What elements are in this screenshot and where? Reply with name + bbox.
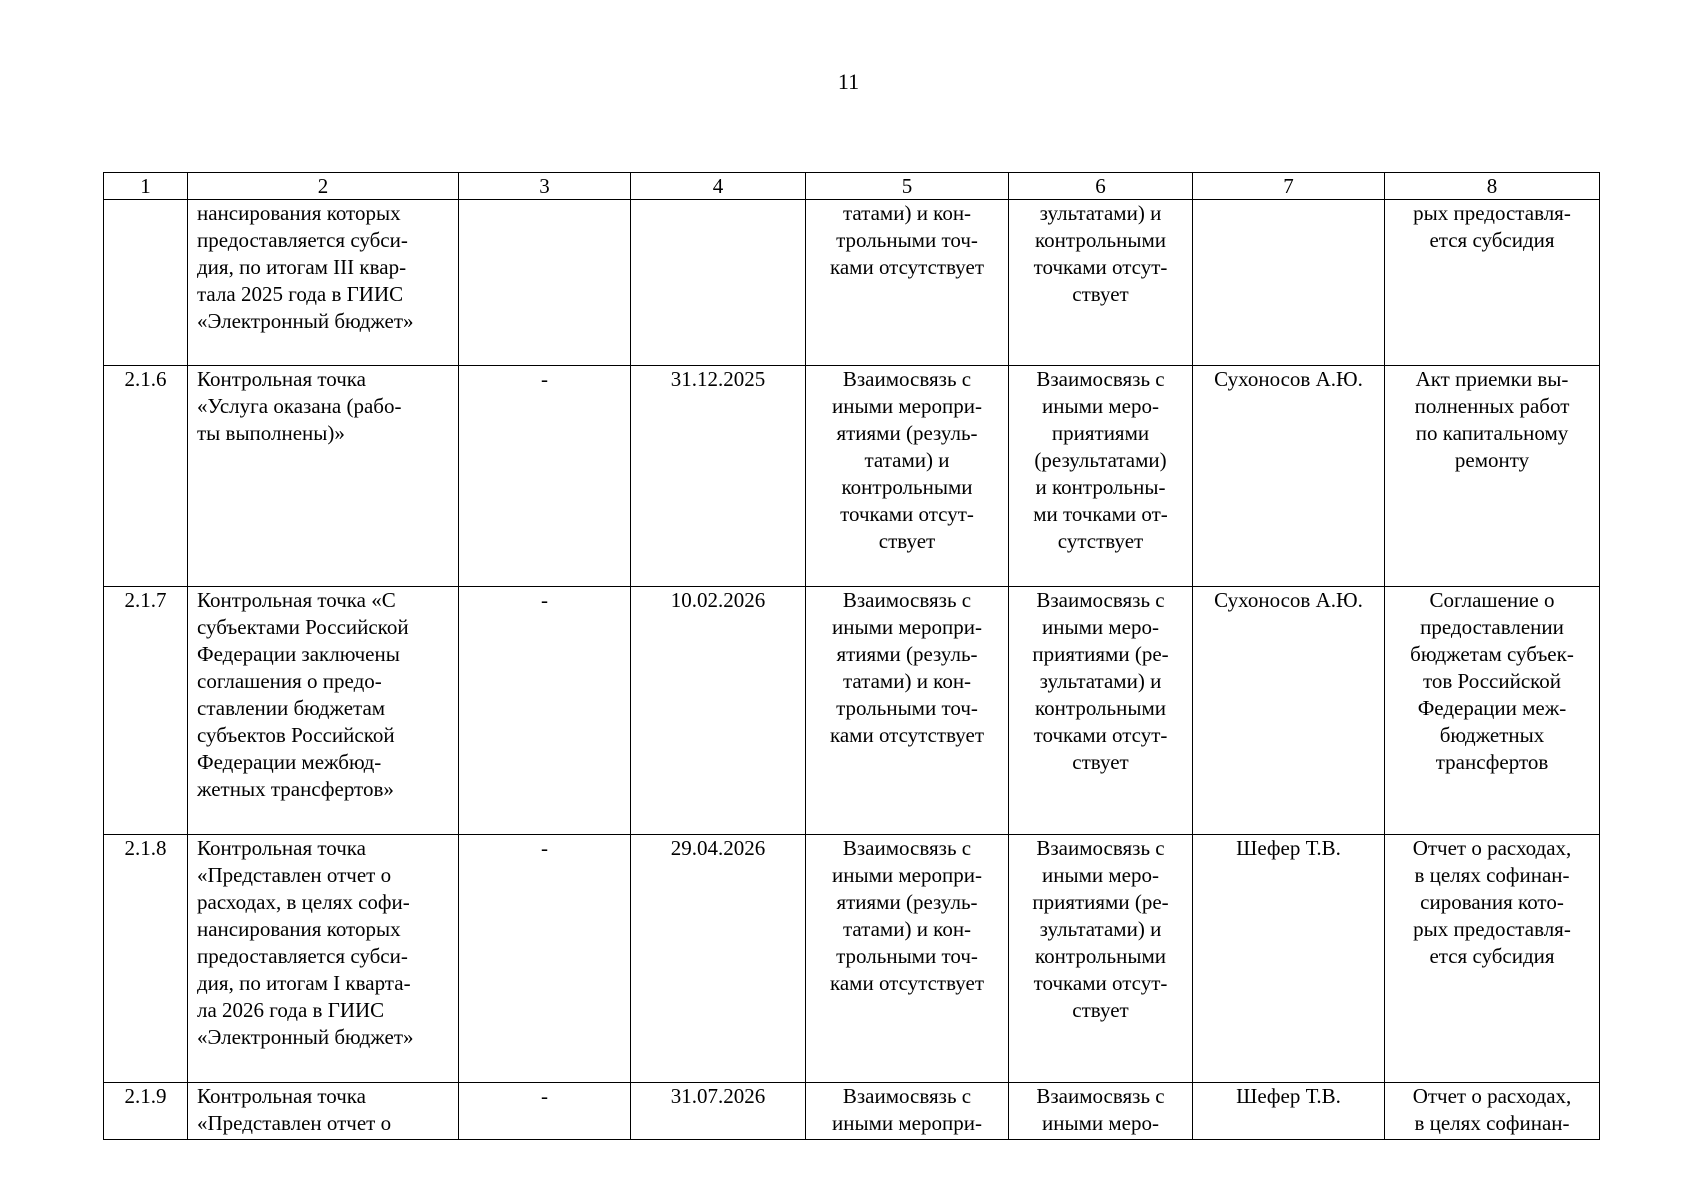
- column-header: 1: [104, 173, 188, 200]
- column-header: 6: [1009, 173, 1193, 200]
- relation-text: Взаимосвязь с иными меропри-: [806, 1083, 1009, 1140]
- relation-text: Взаимосвязь с иными меро- приятиями (ре- зультатами) и контрольными точками отсут- ствует: [1009, 587, 1193, 835]
- relation-text: Взаимосвязь с иными меро-: [1009, 1083, 1193, 1140]
- relation-text: татами) и кон- трольными точ- ками отсутствует: [806, 200, 1009, 366]
- column-3-value: [459, 200, 631, 366]
- document-type: Отчет о расходах, в целях софинан-: [1385, 1083, 1600, 1140]
- due-date: 10.02.2026: [631, 587, 806, 835]
- control-point-name: нансирования которых предоставляется субси- дия, по итогам III квар- тала 2025 года в ГИИС «Электронный бюджет»: [188, 200, 459, 366]
- relation-text: Взаимосвязь с иными меропри- ятиями (резуль- татами) и кон- трольными точ- ками отсутствует: [806, 835, 1009, 1083]
- column-header: 3: [459, 173, 631, 200]
- responsible-person: Сухоносов А.Ю.: [1193, 366, 1385, 587]
- control-point-name: Контрольная точка «Представлен отчет о расходах, в целях софи- нансирования которых предоставляется субси- дия, по итогам I кварта- ла 2026 года в ГИИС «Электронный бюджет»: [188, 835, 459, 1083]
- document-type: Акт приемки вы- полненных работ по капитальному ремонту: [1385, 366, 1600, 587]
- table-row: [104, 200, 1600, 366]
- relation-text: Взаимосвязь с иными меро- приятиями (ре- зультатами) и контрольными точками отсут- ствует: [1009, 835, 1193, 1083]
- column-3-value: -: [459, 587, 631, 835]
- relation-text: зультатами) и контрольными точками отсут- ствует: [1009, 200, 1193, 366]
- document-type: рых предоставля- ется субсидия: [1385, 200, 1600, 366]
- table-row: [104, 1083, 1600, 1140]
- due-date: 31.12.2025: [631, 366, 806, 587]
- column-header: 8: [1385, 173, 1600, 200]
- control-point-name: Контрольная точка «Представлен отчет о: [188, 1083, 459, 1140]
- control-points-table: [103, 172, 1600, 1140]
- row-number: [104, 200, 188, 366]
- column-header: 2: [188, 173, 459, 200]
- column-3-value: -: [459, 835, 631, 1083]
- due-date: [631, 200, 806, 366]
- due-date: 29.04.2026: [631, 835, 806, 1083]
- document-type: Отчет о расходах, в целях софинан- сирования кото- рых предоставля- ется субсидия: [1385, 835, 1600, 1083]
- column-3-value: -: [459, 366, 631, 587]
- due-date: 31.07.2026: [631, 1083, 806, 1140]
- column-header: 5: [806, 173, 1009, 200]
- table-row: [104, 366, 1600, 587]
- page-number: 11: [837, 69, 860, 94]
- relation-text: Взаимосвязь с иными меропри- ятиями (резуль- татами) и кон- трольными точ- ками отсутствует: [806, 587, 1009, 835]
- control-point-name: Контрольная точка «С субъектами Российской Федерации заключены соглашения о предо- ставлении бюджетам субъектов Российской Федерации межбюд- жетных трансфертов»: [188, 587, 459, 835]
- row-number: 2.1.8: [104, 835, 188, 1083]
- row-number: 2.1.7: [104, 587, 188, 835]
- header-row: [104, 173, 1600, 200]
- column-header: 7: [1193, 173, 1385, 200]
- responsible-person: Шефер Т.В.: [1193, 835, 1385, 1083]
- relation-text: Взаимосвязь с иными меро- приятиями (результатами) и контрольны- ми точками от- сутствует: [1009, 366, 1193, 587]
- document-type: Соглашение о предоставлении бюджетам субъек- тов Российской Федерации меж- бюджетных трансфертов: [1385, 587, 1600, 835]
- column-header: 4: [631, 173, 806, 200]
- table-row: [104, 587, 1600, 835]
- responsible-person: Шефер Т.В.: [1193, 1083, 1385, 1140]
- table-row: [104, 835, 1600, 1083]
- row-number: 2.1.6: [104, 366, 188, 587]
- row-number: 2.1.9: [104, 1083, 188, 1140]
- responsible-person: [1193, 200, 1385, 366]
- responsible-person: Сухоносов А.Ю.: [1193, 587, 1385, 835]
- control-point-name: Контрольная точка «Услуга оказана (рабо- ты выполнены)»: [188, 366, 459, 587]
- relation-text: Взаимосвязь с иными меропри- ятиями (резуль- татами) и контрольными точками отсут- ствует: [806, 366, 1009, 587]
- column-3-value: -: [459, 1083, 631, 1140]
